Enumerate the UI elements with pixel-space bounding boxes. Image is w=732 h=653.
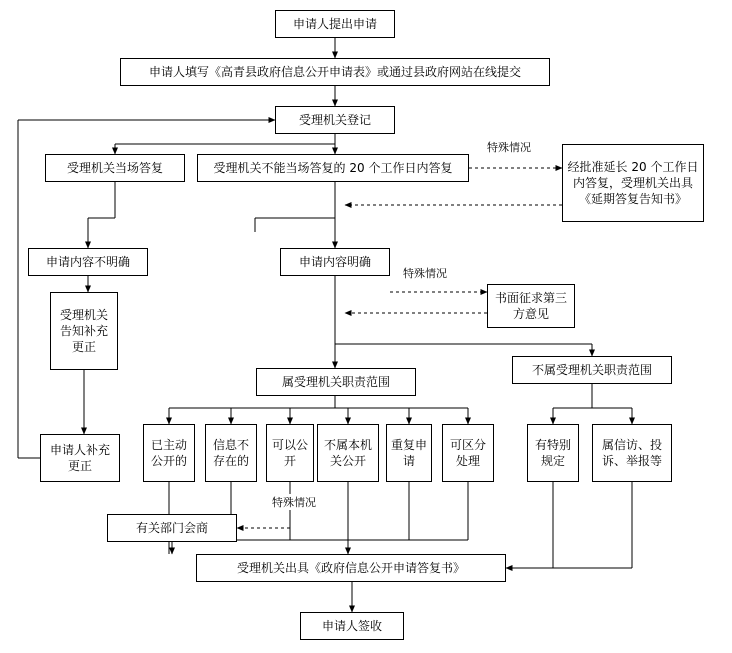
node-extension-approved	[562, 144, 704, 222]
node-text: 受理机关告知补充更正	[59, 307, 108, 355]
node-onsite-reply	[45, 154, 185, 182]
node-agency-registration	[275, 106, 395, 134]
node-text: 有关部门会商	[135, 520, 208, 535]
node-text: 已主动公开的	[150, 437, 187, 468]
annotation-text: 特殊情况	[403, 267, 447, 280]
node-text: 受理机关当场答复	[66, 160, 163, 175]
node-duplicate-request	[386, 424, 432, 482]
node-third-party-opinion	[487, 284, 575, 328]
node-text: 受理机关不能当场答复的 20 个工作日内答复	[213, 160, 453, 175]
node-within-agency-scope	[256, 368, 416, 396]
node-text: 重复申请	[391, 437, 428, 468]
annotation-text: 特殊情况	[272, 496, 316, 509]
node-text: 信息不存在的	[212, 437, 249, 468]
node-applicant-receipt	[300, 612, 404, 640]
node-applicant-submits	[275, 10, 395, 38]
node-can-disclose	[266, 424, 314, 482]
node-text: 申请人填写《高青县政府信息公开申请表》或通过县政府网站在线提交	[148, 64, 521, 79]
node-text: 申请人补充更正	[49, 442, 110, 473]
node-special-provision	[527, 424, 579, 482]
node-text: 经批准延长 20 个工作日内答复，受理机关出具《延期答复告知书》	[567, 159, 699, 207]
node-fill-application-form	[120, 58, 550, 86]
node-text: 不属本机关公开	[323, 437, 372, 468]
node-not-this-agency	[317, 424, 379, 482]
node-text: 申请内容不明确	[45, 254, 130, 269]
node-text: 属信访、投诉、举报等	[601, 437, 662, 468]
node-department-consultation	[107, 514, 237, 542]
node-outside-agency-scope	[512, 356, 672, 384]
node-text: 有特别规定	[534, 437, 571, 468]
node-request-unclear	[28, 248, 148, 276]
annotation-special-case-1	[486, 139, 532, 155]
node-reply-within-20-days	[197, 154, 469, 182]
node-text: 申请人提出申请	[292, 16, 377, 31]
node-request-clear	[280, 248, 390, 276]
node-petition-complaint	[592, 424, 672, 482]
node-text: 可区分处理	[449, 437, 486, 468]
node-text: 可以公开	[271, 437, 308, 468]
annotation-special-case-3	[271, 494, 317, 510]
node-info-not-exist	[205, 424, 257, 482]
annotation-special-case-2	[402, 265, 448, 281]
node-text: 受理机关登记	[298, 112, 371, 127]
annotation-text: 特殊情况	[487, 141, 531, 154]
node-text: 属受理机关职责范围	[281, 374, 390, 389]
node-text: 不属受理机关职责范围	[531, 362, 652, 377]
node-notice-to-supplement	[50, 292, 118, 370]
node-text: 书面征求第三方意见	[494, 290, 567, 321]
node-applicant-supplements	[40, 434, 120, 482]
node-text: 申请人签收	[321, 618, 382, 633]
node-text: 受理机关出具《政府信息公开申请答复书》	[236, 560, 465, 575]
node-already-disclosed	[143, 424, 195, 482]
node-issue-reply-document	[196, 554, 506, 582]
node-text: 申请内容明确	[298, 254, 371, 269]
node-separable-handling	[442, 424, 494, 482]
